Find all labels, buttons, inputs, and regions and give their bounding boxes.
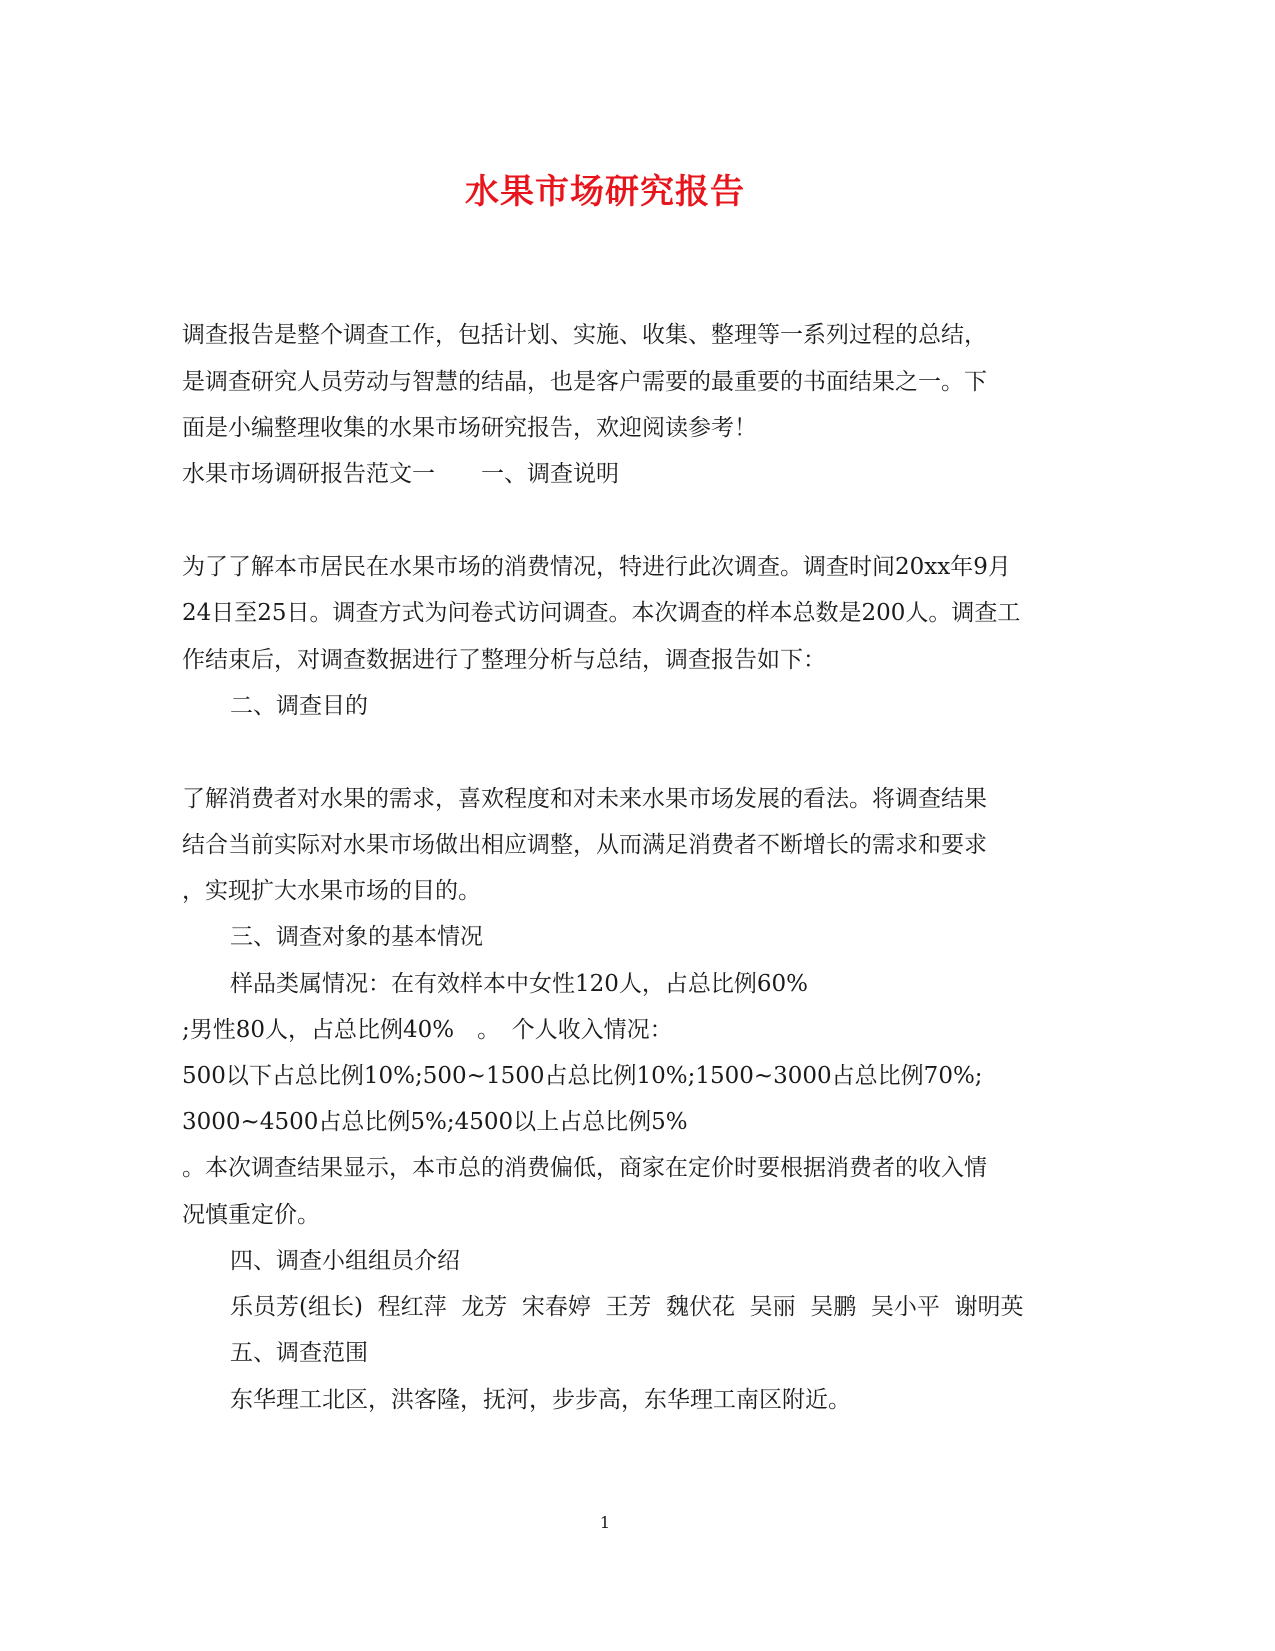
paragraph-line: 500以下占总比例10%;500~1500占总比例10%;1500~3000占总比例70%; [182, 1063, 983, 1089]
team-members-line: 乐员芳(组长) 程红萍 龙芳 宋春婷 王芳 魏伏花 吴丽 吴鹏 吴小平 谢明英 [230, 1294, 1024, 1320]
section-1-heading: 水果市场调研报告范文一 一、调查说明 [182, 461, 619, 487]
paragraph-line: 作结束后，对调查数据进行了整理分析与总结，调查报告如下： [182, 647, 826, 673]
page-number: 1 [599, 1513, 611, 1532]
paragraph-line: 24日至25日。调查方式为问卷式访问调查。本次调查的样本总数是200人。调查工 [182, 600, 1021, 626]
intro-line-1: 调查报告是整个调查工作，包括计划、实施、收集、整理等一系列过程的总结， [182, 322, 987, 348]
paragraph-line: 3000~4500占总比例5%;4500以上占总比例5% [182, 1109, 688, 1135]
paragraph-line: 样品类属情况：在有效样本中女性120人，占总比例60% [230, 971, 809, 997]
paragraph-line: 结合当前实际对水果市场做出相应调整，从而满足消费者不断增长的需求和要求 [182, 832, 987, 858]
paragraph-line: 东华理工北区，洪客隆，抚河，步步高，东华理工南区附近。 [230, 1387, 851, 1413]
paragraph-line: ，实现扩大水果市场的目的。 [182, 878, 481, 904]
intro-line-2: 是调查研究人员劳动与智慧的结晶，也是客户需要的最重要的书面结果之一。下 [182, 369, 987, 395]
paragraph-line: ;男性80人，占总比例40% 。 个人收入情况： [182, 1017, 673, 1043]
paragraph-line: 。本次调查结果显示，本市总的消费偏低，商家在定价时要根据消费者的收入情 [182, 1155, 987, 1181]
section-4-heading: 四、调查小组组员介绍 [230, 1248, 460, 1274]
intro-line-3: 面是小编整理收集的水果市场研究报告，欢迎阅读参考！ [182, 415, 757, 441]
section-2-heading: 二、调查目的 [230, 693, 368, 719]
section-5-heading: 五、调查范围 [230, 1340, 368, 1366]
section-3-heading: 三、调查对象的基本情况 [230, 924, 483, 950]
paragraph-line: 况慎重定价。 [182, 1202, 320, 1228]
document-title: 水果市场研究报告 [465, 172, 745, 212]
paragraph-line: 为了了解本市居民在水果市场的消费情况，特进行此次调查。调查时间20xx年9月 [182, 554, 1011, 580]
paragraph-line: 了解消费者对水果的需求，喜欢程度和对未来水果市场发展的看法。将调查结果 [182, 786, 987, 812]
